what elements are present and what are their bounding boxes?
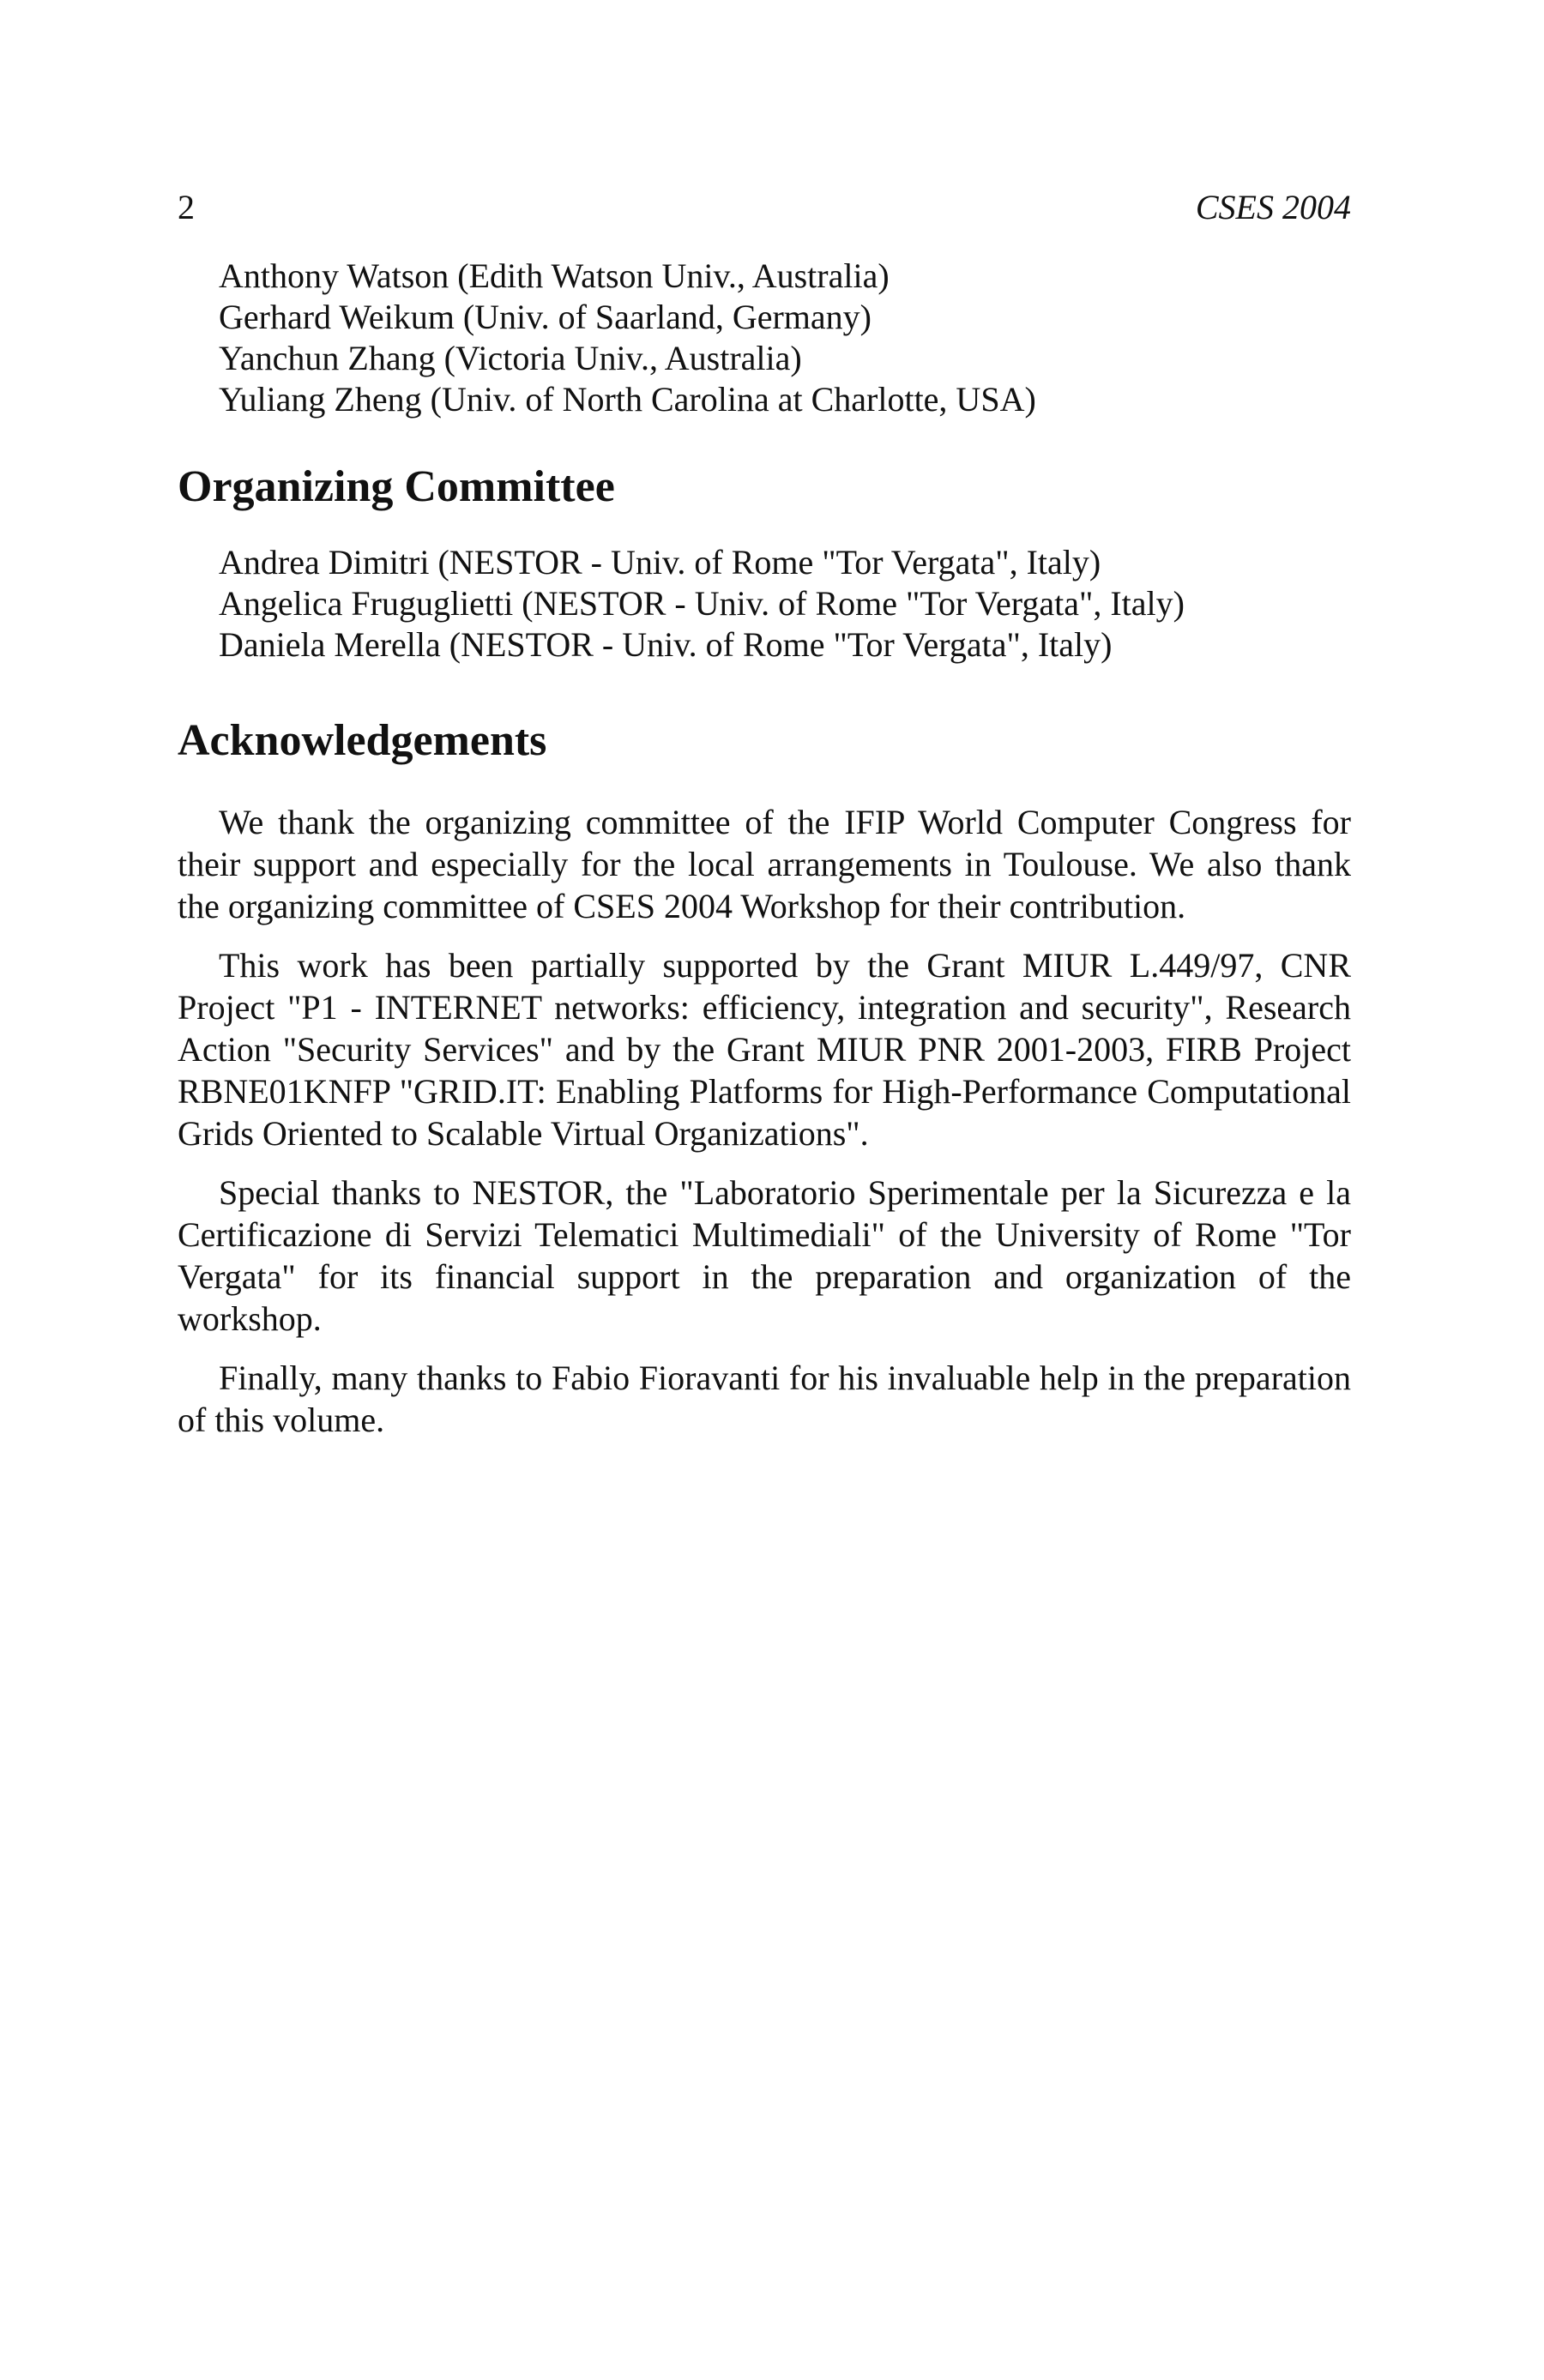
organizing-committee-heading: Organizing Committee bbox=[178, 462, 615, 511]
acknowledgement-paragraph: This work has been partially supported by the Grant MIUR L.449/97, CNR Project "P1 - INTERNET networks: efficiency, integration and security", Research Action "Security Services" and by the Grant MIUR PNR 2001-2003, FIRB Project RBNE01KNFP "GRID.IT: Enabling Platforms for High-Performance Computational Grids Oriented to Scalable Virtual Organizations". bbox=[178, 946, 1351, 1153]
acknowledgements-body bbox=[178, 801, 1351, 1441]
running-header bbox=[178, 182, 1351, 233]
running-title: CSES 2004 bbox=[1195, 188, 1351, 226]
page-number: 2 bbox=[178, 188, 195, 226]
acknowledgement-paragraph: We thank the organizing committee of the IFIP World Computer Congress for their support and especially for the local arrangements in Toulouse. We also thank the organizing committee of CSES 2004 Workshop for their contribution. bbox=[178, 803, 1351, 925]
committee-member: Yanchun Zhang (Victoria Univ., Australia) bbox=[219, 339, 802, 377]
committee-member: Anthony Watson (Edith Watson Univ., Australia) bbox=[219, 256, 890, 295]
committee-member: Gerhard Weikum (Univ. of Saarland, Germany) bbox=[219, 298, 872, 336]
acknowledgement-paragraph: Special thanks to NESTOR, the "Laboratorio Sperimentale per la Sicurezza e la Certificazione di Servizi Telematici Multimediali" of the University of Rome "Tor Vergata" for its financial support in the preparation and organization of the workshop. bbox=[178, 1173, 1351, 1338]
committee-member: Yuliang Zheng (Univ. of North Carolina at Charlotte, USA) bbox=[219, 380, 1036, 419]
program-committee-continued-list bbox=[178, 256, 1351, 420]
page-content bbox=[178, 256, 1351, 1458]
organizing-committee-list bbox=[178, 542, 1351, 666]
committee-member: Daniela Merella (NESTOR - Univ. of Rome "Tor Vergata", Italy) bbox=[219, 625, 1113, 664]
committee-member: Andrea Dimitri (NESTOR - Univ. of Rome "Tor Vergata", Italy) bbox=[219, 543, 1101, 581]
committee-member: Angelica Fruguglietti (NESTOR - Univ. of Rome "Tor Vergata", Italy) bbox=[219, 584, 1185, 623]
acknowledgements-heading: Acknowledgements bbox=[178, 716, 547, 765]
acknowledgement-paragraph: Finally, many thanks to Fabio Fioravanti for his invaluable help in the preparation of this volume. bbox=[178, 1359, 1351, 1439]
